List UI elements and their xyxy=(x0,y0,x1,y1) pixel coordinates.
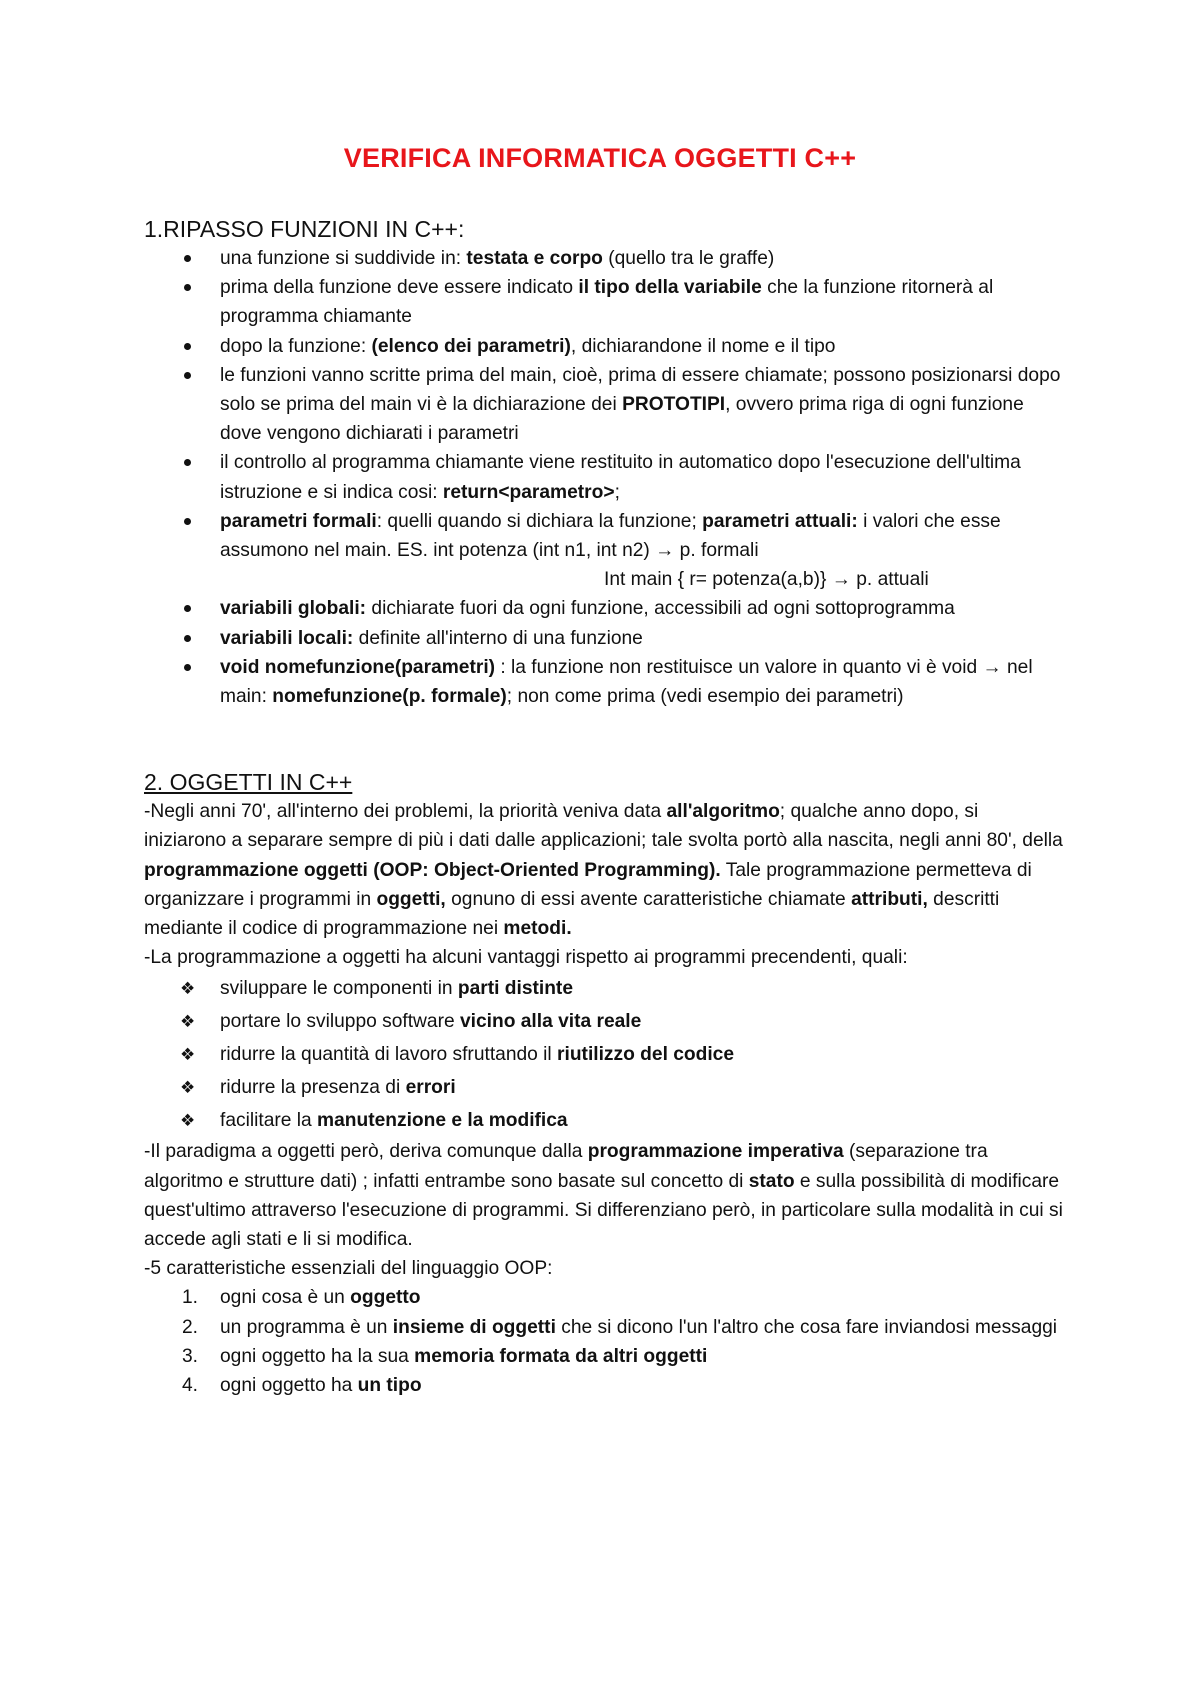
list-item: 2. un programma è un insieme di oggetti che si dicono l'un l'altro che cosa fare inviandosi messaggi xyxy=(144,1313,1064,1342)
list-item: parametri formali: quelli quando si dichiara la funzione; parametri attuali: i valori che esse assumono nel main. ES. int potenza (int n1, int n2) → p. formali Int main { r= potenza(a,b)} → p. attuali xyxy=(144,507,1064,595)
section-1-heading: 1.RIPASSO FUNZIONI IN C++: xyxy=(144,216,465,242)
diamond-bullet-icon: ❖ xyxy=(180,979,196,999)
paragraph-imperative: -Il paradigma a oggetti però, deriva comunque dalla programmazione imperativa (separazione tra algoritmo e strutture dati) ; infatti entrambe sono basate sul concetto di stato e sulla possibilità di modificare quest'ultimo attraverso l'esecuzione di programmi. Si differenziano però, in particolare sulla modalità in cui si accede agli stati e li si modifica. xyxy=(144,1141,1063,1251)
diamond-bullet-icon: ❖ xyxy=(180,1078,196,1098)
list-number: 4. xyxy=(182,1375,199,1397)
list-item: ❖ sviluppare le componenti in parti distinte xyxy=(144,972,1064,1005)
list-item: ❖ ridurre la quantità di lavoro sfruttando il riutilizzo del codice xyxy=(144,1038,1064,1071)
paragraph-oop-history: -Negli anni 70', all'interno dei problemi, la priorità veniva data all'algoritmo; qualche anno dopo, si iniziarono a separare sempre di più i dati dalle applicazioni; tale svolta portò alla nascita, negli anni 80', della programmazione oggetti (OOP: Object-Oriented Programming). Tale programmazione permetteva di organizzare i programmi in oggetti, ognuno di essi avente caratteristiche chiamate attributi, descritti mediante il codice di programmazione nei metodi. xyxy=(144,801,1063,940)
diamond-bullet-icon: ❖ xyxy=(180,1012,196,1032)
diamond-bullet-icon: ❖ xyxy=(180,1111,196,1131)
list-item: ❖ facilitare la manutenzione e la modifica xyxy=(144,1104,1064,1137)
list-item: le funzioni vanno scritte prima del main, cioè, prima di essere chiamate; possono posizionarsi dopo solo se prima del main vi è la dichiarazione dei PROTOTIPI, ovvero prima riga di ogni funzione dove vengono dichiarati i parametri xyxy=(144,361,1064,449)
list-item: dopo la funzione: (elenco dei parametri), dichiarandone il nome e il tipo xyxy=(144,332,1064,361)
list-item: prima della funzione deve essere indicato il tipo della variabile che la funzione ritornerà al programma chiamante xyxy=(144,273,1064,331)
list-item: ❖ portare lo sviluppo software vicino alla vita reale xyxy=(144,1005,1064,1038)
list-number: 1. xyxy=(182,1287,199,1309)
list-item: 3. ogni oggetto ha la sua memoria formata da altri oggetti xyxy=(144,1342,1064,1371)
list-item: variabili globali: dichiarate fuori da ogni funzione, accessibili ad ogni sottoprogramma xyxy=(144,594,1064,623)
section-2-heading: 2. OGGETTI IN C++ xyxy=(144,769,353,796)
list-item: variabili locali: definite all'interno di una funzione xyxy=(144,624,1064,653)
document-body xyxy=(144,214,1064,1400)
list-item: 4. ogni oggetto ha un tipo xyxy=(144,1371,1064,1400)
list-number: 2. xyxy=(182,1316,199,1338)
functions-list xyxy=(144,244,1064,711)
paragraph-advantages-intro: -La programmazione a oggetti ha alcuni vantaggi rispetto ai programmi precendenti, quali: xyxy=(144,947,908,969)
list-item: void nomefunzione(parametri) : la funzione non restituisce un valore in quanto vi è void → nel main: nomefunzione(p. formale); non come prima (vedi esempio dei parametri) xyxy=(144,653,1064,711)
document-title: VERIFICA INFORMATICA OGGETTI C++ xyxy=(343,143,857,173)
features-list xyxy=(144,1283,1064,1400)
paragraph-features-intro: -5 caratteristiche essenziali del linguaggio OOP: xyxy=(144,1258,553,1280)
list-item: ❖ ridurre la presenza di errori xyxy=(144,1071,1064,1104)
diamond-bullet-icon: ❖ xyxy=(180,1045,196,1065)
list-item: 1. ogni cosa è un oggetto xyxy=(144,1283,1064,1312)
advantages-list xyxy=(144,972,1064,1137)
example-line: Int main { r= potenza(a,b)} → p. attuali xyxy=(604,569,929,591)
list-number: 3. xyxy=(182,1345,199,1367)
list-item: una funzione si suddivide in: testata e corpo (quello tra le graffe) xyxy=(144,244,1064,273)
list-item: il controllo al programma chiamante viene restituito in automatico dopo l'esecuzione dell'ultima istruzione e si indica cosi: return<parametro>; xyxy=(144,448,1064,506)
